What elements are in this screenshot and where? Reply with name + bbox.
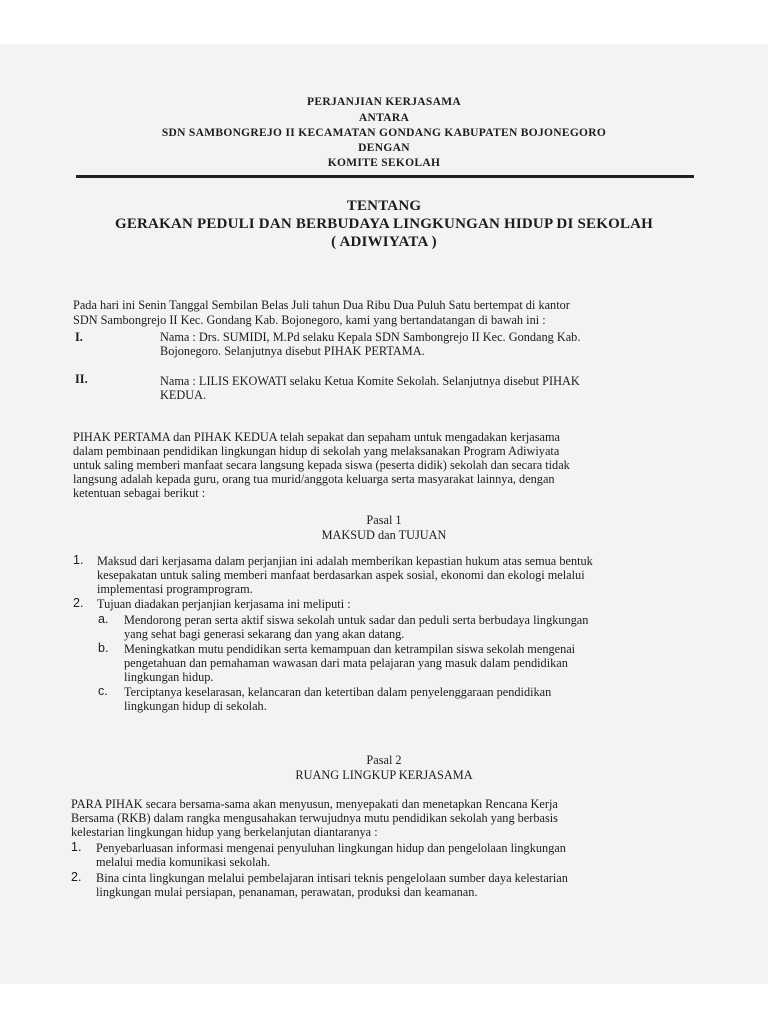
agreement-line-3: untuk saling memberi manfaat secara langsung kepada siswa (peserta didik) sekolah dan secara tidak [73, 458, 570, 472]
agreement-line-1: PIHAK PERTAMA dan PIHAK KEDUA telah sepakat dan sepaham untuk mengadakan kerjasama [73, 430, 560, 444]
pasal-1-subitem-b-marker: b. [98, 641, 109, 655]
pasal-1-subitem-c-marker: c. [98, 684, 108, 698]
pasal-1-item-1-line-3: implementasi programprogram. [97, 582, 253, 596]
pasal-2-item-2-line-1: Bina cinta lingkungan melalui pembelajaran intisari teknis pengelolaan sumber daya kelestarian [96, 871, 568, 885]
party-2-line-2: KEDUA. [160, 388, 207, 402]
pasal-2-subtitle: RUANG LINGKUP KERJASAMA [295, 768, 473, 782]
header-title: PERJANJIAN KERJASAMA [307, 96, 461, 108]
header-antara: ANTARA [358, 112, 410, 124]
party-2-marker: II. [75, 372, 88, 386]
pasal-1-subitem-c-line-2: lingkungan hidup di sekolah. [124, 699, 267, 713]
header-school: SDN SAMBONGREJO II KECAMATAN GONDANG KABUPATEN BOJONEGORO [161, 127, 607, 139]
pasal-2-intro-line-1: PARA PIHAK secara bersama-sama akan menyusun, menyepakati dan menetapkan Rencana Kerja [71, 797, 558, 811]
pasal-1-subitem-b-line-1: Meningkatkan mutu pendidikan serta kemampuan dan ketrampilan siswa sekolah mengenai [124, 642, 576, 656]
pasal-1-subitem-a-line-1: Mendorong peran serta aktif siswa sekolah untuk sadar dan peduli serta berbudaya lingkungan [124, 613, 589, 627]
pasal-1-subitem-a-line-2: yang sehat bagi generasi sekarang dan yang akan datang. [124, 627, 405, 641]
opening-line-2: SDN Sambongrejo II Kec. Gondang Kab. Bojonegoro, kami yang bertandatangan di bawah ini : [73, 313, 546, 327]
pasal-1-item-1-marker: 1. [73, 553, 84, 567]
subject-tentang: TENTANG [346, 198, 422, 214]
subject-adiwiyata: ( ADIWIYATA ) [331, 234, 437, 250]
subject-title: GERAKAN PEDULI DAN BERBUDAYA LINGKUNGAN HIDUP DI SEKOLAH [114, 216, 654, 232]
pasal-2-item-2-marker: 2. [71, 870, 82, 884]
pasal-1-item-2-line: Tujuan diadakan perjanjian kerjasama ini meliputi : [97, 597, 351, 611]
agreement-line-5: ketentuan sebagai berikut : [73, 486, 206, 500]
pasal-2-title: Pasal 2 [366, 753, 402, 767]
agreement-line-4: langsung adalah kepada guru, orang tua murid/anggota keluarga serta masyarakat lainnya, dengan [73, 472, 555, 486]
pasal-1-title: Pasal 1 [366, 513, 402, 527]
pasal-2-item-1-marker: 1. [71, 840, 82, 854]
header-dengan: DENGAN [358, 142, 410, 154]
pasal-1-subitem-b-line-2: pengetahuan dan pemahaman wawasan dari mata pelajaran yang masuk dalam pendidikan [124, 656, 568, 670]
pasal-1-subitem-a-marker: a. [98, 612, 109, 626]
pasal-1-subtitle: MAKSUD dan TUJUAN [321, 528, 447, 542]
pasal-2-item-1-line-2: melalui media komunikasi sekolah. [96, 855, 271, 869]
pasal-2-intro-line-3: kelestarian lingkungan hidup yang berkelanjutan diantaranya : [71, 825, 378, 839]
pasal-1-subitem-c-line-1: Terciptanya keselarasan, kelancaran dan ketertiban dalam penyelenggaraan pendidikan [124, 685, 552, 699]
pasal-2-intro-line-2: Bersama (RKB) dalam rangka mengusahakan terwujudnya mutu pendidikan sekolah yang berbasis [71, 811, 558, 825]
party-1-line-2: Bojonegoro. Selanjutnya disebut PIHAK PERTAMA. [160, 344, 425, 358]
party-1-marker: I. [75, 330, 83, 344]
pasal-1-item-1-line-2: kesepakatan untuk saling memberi manfaat berdasarkan aspek sosial, ekonomi dan ekologi melalui [97, 568, 585, 582]
pasal-2-item-1-line-1: Penyebarluasan informasi mengenai penyuluhan lingkungan hidup dan pengelolaan lingkungan [96, 841, 566, 855]
opening-line-1: Pada hari ini Senin Tanggal Sembilan Belas Juli tahun Dua Ribu Dua Puluh Satu bertempat di kantor [73, 298, 570, 312]
pasal-1-item-2-marker: 2. [73, 596, 84, 610]
pasal-1-item-1-line-1: Maksud dari kerjasama dalam perjanjian ini adalah memberikan kepastian hukum atas semua bentuk [97, 554, 593, 568]
header-divider [76, 175, 694, 178]
header-committee: KOMITE SEKOLAH [327, 157, 441, 169]
party-1-line-1: Nama : Drs. SUMIDI, M.Pd selaku Kepala SDN Sambongrejo II Kec. Gondang Kab. [160, 330, 581, 344]
pasal-1-subitem-b-line-3: lingkungan hidup. [124, 670, 214, 684]
agreement-line-2: dalam pembinaan pendidikan lingkungan hidup di sekolah yang melaksanakan Program Adiwiyata [73, 444, 560, 458]
pasal-2-item-2-line-2: lingkungan mulai persiapan, penanaman, perawatan, produksi dan keamanan. [96, 885, 478, 899]
party-2-line-1: Nama : LILIS EKOWATI selaku Ketua Komite Sekolah. Selanjutnya disebut PIHAK [160, 374, 580, 388]
